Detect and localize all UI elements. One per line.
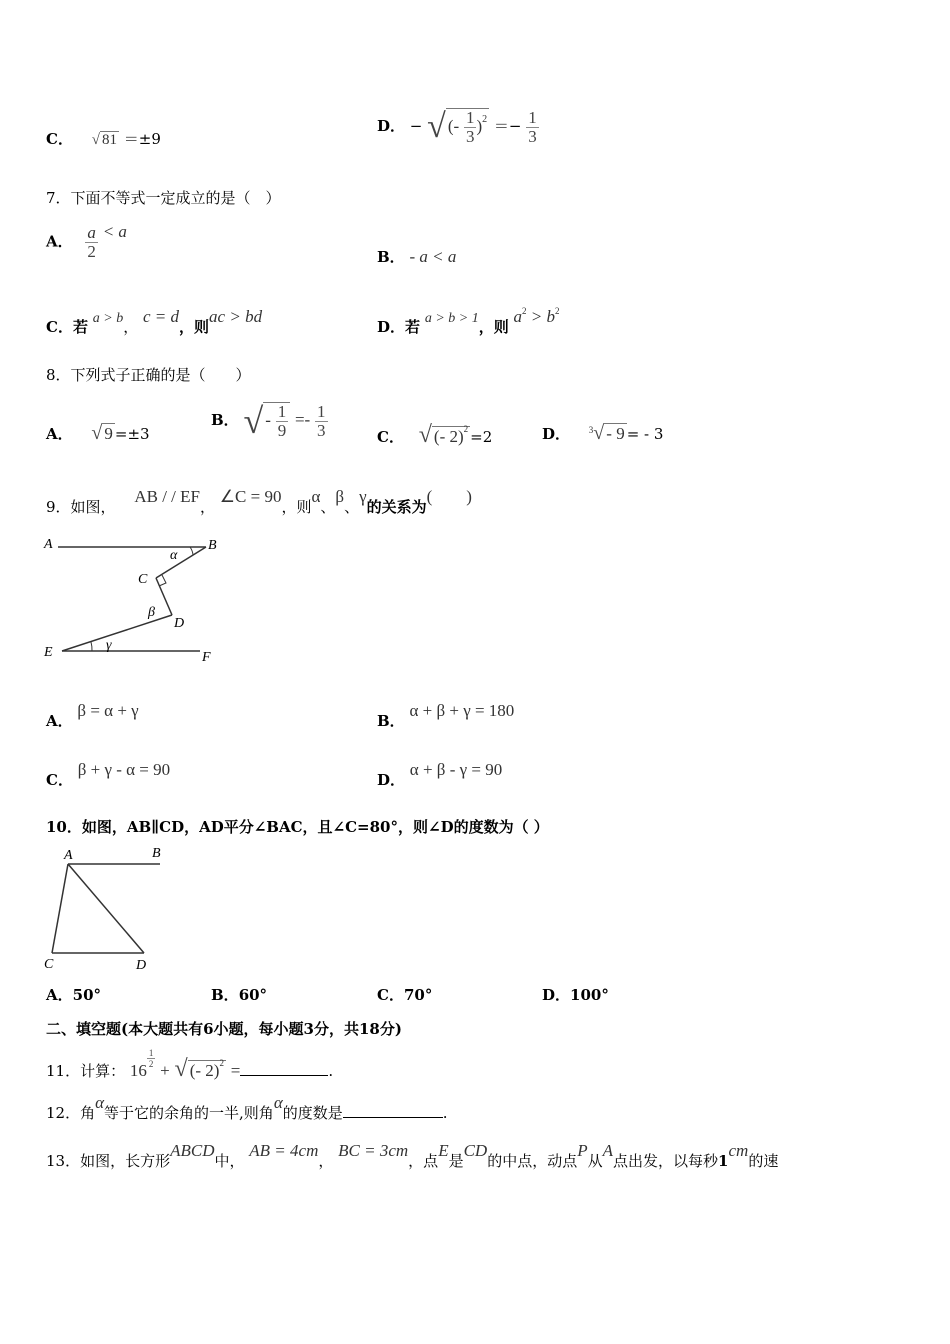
q10-figure <box>40 842 180 974</box>
option-label: D． <box>377 771 406 789</box>
option-label: C． <box>377 986 404 1004</box>
math: AB / / EF <box>134 487 200 506</box>
option-value: 50° <box>72 986 102 1004</box>
text: . <box>442 1104 448 1122</box>
option-value: 100° <box>570 986 609 1004</box>
text: 等于它的余角的一半,则角 <box>104 1104 274 1122</box>
sqrt-sign: √ <box>427 108 446 145</box>
text: 从 <box>587 1152 603 1170</box>
text: 的速 <box>748 1152 779 1170</box>
math: > b <box>526 307 555 326</box>
option-label: C． <box>377 428 404 446</box>
math: a > b > 1 <box>424 311 479 326</box>
point-label-d: D <box>174 616 185 631</box>
angle-label-gamma: γ <box>106 638 112 653</box>
math: A <box>602 1141 614 1160</box>
option-label: B． <box>377 248 405 266</box>
fraction: $\frac{1}{3}$ <box>317 401 326 440</box>
text: 若 <box>405 318 421 336</box>
q12 <box>46 1093 448 1123</box>
option-label: B． <box>211 411 239 429</box>
text: 若 <box>72 318 88 336</box>
sqrt-sign: √ <box>174 1056 188 1082</box>
answer-blank[interactable] <box>240 1075 328 1076</box>
q10-option-d <box>542 984 609 1005</box>
fraction: $\frac{1}{9}$ <box>277 402 287 440</box>
expr-rest: ＝±9 <box>123 130 161 148</box>
q10-option-a <box>46 984 101 1005</box>
fraction: $\frac{a}{2}$ <box>87 223 96 261</box>
option-label: A． <box>46 986 73 1004</box>
q9-stem <box>46 487 472 517</box>
text: 的中点，动点 <box>487 1152 578 1170</box>
expression: α + β + γ = 180 <box>409 701 515 720</box>
sqrt-sign: √ <box>418 422 432 448</box>
q13 <box>46 1141 779 1171</box>
text: 9．如图， <box>46 498 116 516</box>
exponent-fraction: $\frac{1}{2}$ <box>148 1047 154 1069</box>
q8-option-b <box>211 400 328 442</box>
sqrt-sign: √ <box>91 132 100 148</box>
q7-option-d <box>377 306 560 337</box>
math: E <box>438 1141 449 1160</box>
option-label: A． <box>46 712 73 730</box>
sqrt-sign: √ <box>243 401 264 441</box>
q7-option-b <box>377 246 456 267</box>
option-label: D． <box>542 425 571 443</box>
text: 中， <box>214 1152 245 1170</box>
option-label: C． <box>46 771 73 789</box>
text: 1 <box>718 1152 729 1170</box>
option-label: D． <box>377 318 406 336</box>
radicand: (- 2)$^2$ <box>433 424 469 446</box>
math: ∠C = 90 <box>219 487 282 506</box>
expression: β = α + γ <box>77 701 139 720</box>
math: ABCD <box>170 1141 215 1160</box>
q10-option-c <box>377 984 432 1005</box>
point-label-f: F <box>202 650 211 665</box>
neg-sign: − <box>409 117 423 135</box>
q9-option-d <box>377 760 503 790</box>
option-value: 60° <box>238 986 268 1004</box>
q11 <box>46 1047 334 1083</box>
q8-option-a <box>46 422 150 445</box>
q10-option-b <box>211 984 267 1005</box>
section-2-heading: 二、填空题(本大题共有6小题，每小题3分，共18分) <box>46 1020 402 1038</box>
sqrt-sign: √ <box>91 422 103 444</box>
point-label-b: B <box>152 846 161 861</box>
q10-stem: 10．如图，AB∥CD，AD平分∠BAC，且∠C=80°，则∠D的度数为（ ） <box>46 818 549 836</box>
option-label: C． <box>46 318 73 336</box>
math: BC = 3cm <box>338 1141 409 1160</box>
point-label-c: C <box>44 957 54 972</box>
option-label: D． <box>542 986 571 1004</box>
math: c = d <box>143 307 180 326</box>
math: cm <box>728 1141 749 1160</box>
q6-option-d <box>377 108 539 146</box>
q7-stem: 7．下面不等式一定成立的是（ ） <box>46 189 281 207</box>
math: α <box>95 1093 105 1112</box>
fraction: $\frac{1}{3}$ <box>528 107 537 146</box>
text: ，则 <box>281 498 312 516</box>
text: 的度数是 <box>282 1104 343 1122</box>
equals: =- <box>294 410 311 429</box>
equals: ＝− <box>493 117 522 135</box>
text: 的关系为 <box>366 498 427 516</box>
minus: - <box>265 410 271 430</box>
math: β <box>335 487 345 506</box>
q6-option-c <box>46 128 161 149</box>
point-label-b: B <box>208 538 217 553</box>
expression: - a < a <box>409 247 457 266</box>
point-label-a: A <box>64 848 73 863</box>
text: ，则 <box>478 318 509 336</box>
q9-option-a <box>46 701 139 731</box>
angle-label-beta: β <box>148 605 155 620</box>
radicand: (- 2)$^2$ <box>189 1058 224 1080</box>
text: 13．如图，长方形 <box>46 1152 171 1170</box>
text: 、 <box>320 498 336 516</box>
text: ，点 <box>408 1152 439 1170</box>
root-index: 3 <box>588 425 594 435</box>
math: ac > bd <box>209 307 263 326</box>
point-label-c: C <box>138 572 148 587</box>
text: 11．计算： <box>46 1062 126 1080</box>
q8-option-d <box>542 422 663 445</box>
q9-option-b <box>377 701 515 731</box>
text: . <box>328 1062 334 1080</box>
math: γ <box>359 487 367 506</box>
q8-option-c <box>377 422 492 449</box>
expr-rest: = - 3 <box>626 425 664 443</box>
angle-label-alpha: α <box>170 548 178 563</box>
text: 12．角 <box>46 1104 96 1122</box>
math: a > b <box>92 311 124 326</box>
plus: + <box>160 1061 170 1080</box>
math: AB = 4cm <box>249 1141 319 1160</box>
text: ，则 <box>179 318 210 336</box>
q7-option-c <box>46 307 263 337</box>
option-value: 70° <box>403 986 433 1004</box>
radicand: 9 <box>104 424 113 443</box>
option-label: A． <box>46 425 73 443</box>
exponent: 2 <box>482 113 488 125</box>
text: ， <box>199 498 215 516</box>
expression: β + γ - α = 90 <box>77 760 171 779</box>
answer-blank[interactable] <box>343 1117 443 1118</box>
point-label-a: A <box>44 537 53 552</box>
exponent: 2 <box>522 306 527 316</box>
expr-rest: =2 <box>470 428 493 446</box>
math: α <box>311 487 321 506</box>
text: ， <box>318 1152 334 1170</box>
q9-option-c <box>46 760 171 790</box>
text: 是 <box>448 1152 464 1170</box>
q7-option-a <box>46 221 127 261</box>
option-label: A． <box>46 232 73 251</box>
answer-paren: ( ) <box>426 487 472 506</box>
text: 、 <box>344 498 360 516</box>
option-label: B． <box>211 986 239 1004</box>
expression: α + β - γ = 90 <box>409 760 503 779</box>
option-label: B． <box>377 712 405 730</box>
expr-rest: =±3 <box>114 425 150 443</box>
sqrt-sign: √ <box>593 422 605 444</box>
point-label-d: D <box>136 958 147 973</box>
fraction: $\frac{1}{3}$ <box>465 108 475 146</box>
exponent: 2 <box>555 306 560 316</box>
base: 16 <box>129 1061 147 1080</box>
math: CD <box>463 1141 488 1160</box>
text: 点出发，以每秒 <box>613 1152 719 1170</box>
text: ， <box>123 318 139 336</box>
math: a <box>513 307 523 326</box>
expr-rest: < a <box>102 221 127 241</box>
equals: = <box>230 1061 241 1080</box>
paren-close: ) <box>476 116 483 136</box>
point-label-e: E <box>44 645 53 660</box>
q8-stem: 8．下列式子正确的是（ ） <box>46 366 251 384</box>
radicand: - 9 <box>606 424 625 443</box>
paren-open: (- <box>447 116 460 136</box>
radicand: 81 <box>101 132 117 148</box>
math: P <box>577 1141 588 1160</box>
option-label: C． <box>46 130 73 148</box>
option-label: D． <box>377 117 406 135</box>
q9-figure <box>40 530 230 670</box>
math: α <box>273 1093 283 1112</box>
